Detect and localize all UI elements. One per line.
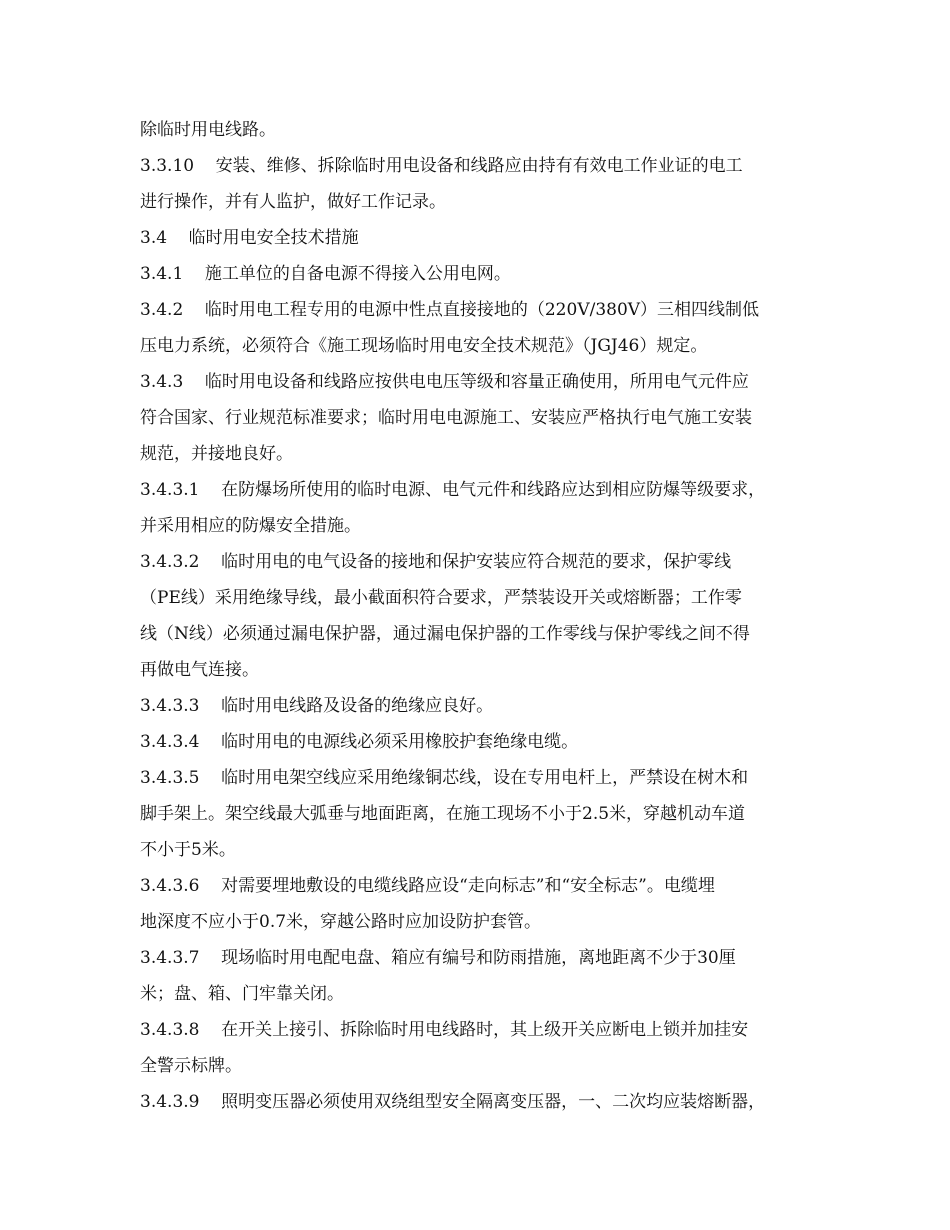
text-line: 3.3.10 安装、维修、拆除临时用电设备和线路应由持有有效电工作业证的电工 bbox=[140, 156, 743, 176]
text-line: 米；盘、箱、门牢靠关闭。 bbox=[140, 984, 344, 1004]
section-heading: 3.4 临时用电安全技术措施 bbox=[140, 228, 359, 248]
text-line: 地深度不应小于0.7米，穿越公路时应加设防护套管。 bbox=[140, 912, 542, 932]
text-line: 规范，并接地良好。 bbox=[140, 444, 293, 464]
text-line: 3.4.3.6 对需要埋地敷设的电缆线路应设“走向标志”和“安全标志”。电缆埋 bbox=[140, 876, 715, 896]
text-line: 不小于5米。 bbox=[140, 840, 236, 860]
text-line: 3.4.3.2 临时用电的电气设备的接地和保护安装应符合规范的要求，保护零线 bbox=[140, 552, 732, 572]
text-line: 进行操作，并有人监护，做好工作记录。 bbox=[140, 192, 446, 212]
text-line: 3.4.3 临时用电设备和线路应按供电电压等级和容量正确使用，所用电气元件应 bbox=[140, 372, 749, 392]
text-line: 3.4.3.9 照明变压器必须使用双绕组型安全隔离变压器，一、二次均应装熔断器， bbox=[140, 1092, 766, 1112]
text-line: 3.4.2 临时用电工程专用的电源中性点直接接地的（220V/380V）三相四线制低 bbox=[140, 300, 760, 320]
text-line: （PE线）采用绝缘导线，最小截面积符合要求，严禁装设开关或熔断器；工作零 bbox=[140, 588, 742, 608]
text-line: 3.4.3.1 在防爆场所使用的临时电源、电气元件和线路应达到相应防爆等级要求， bbox=[140, 480, 766, 500]
text-line: 压电力系统，必须符合《施工现场临时用电安全技术规范》（JGJ46）规定。 bbox=[140, 336, 708, 356]
text-line: 脚手架上。架空线最大弧垂与地面距离，在施工现场不小于2.5米，穿越机动车道 bbox=[140, 804, 746, 824]
text-line: 并采用相应的防爆安全措施。 bbox=[140, 516, 361, 536]
text-line: 符合国家、行业规范标准要求；临时用电电源施工、安装应严格执行电气施工安装 bbox=[140, 408, 752, 428]
text-line: 3.4.1 施工单位的自备电源不得接入公用电网。 bbox=[140, 264, 511, 284]
document-body bbox=[140, 112, 830, 1120]
text-line: 3.4.3.8 在开关上接引、拆除临时用电线路时，其上级开关应断电上锁并加挂安 bbox=[140, 1020, 749, 1040]
text-line: 3.4.3.5 临时用电架空线应采用绝缘铜芯线，设在专用电杆上，严禁设在树木和 bbox=[140, 768, 749, 788]
text-line: 全警示标牌。 bbox=[140, 1056, 242, 1076]
text-line: 3.4.3.7 现场临时用电配电盘、箱应有编号和防雨措施，离地距离不少于30厘 bbox=[140, 948, 736, 968]
text-line: 3.4.3.3 临时用电线路及设备的绝缘应良好。 bbox=[140, 696, 494, 716]
text-line: 除临时用电线路。 bbox=[140, 120, 276, 140]
text-line: 3.4.3.4 临时用电的电源线必须采用橡胶护套绝缘电缆。 bbox=[140, 732, 579, 752]
text-line: 再做电气连接。 bbox=[140, 660, 259, 680]
text-line: 线（N线）必须通过漏电保护器，通过漏电保护器的工作零线与保护零线之间不得 bbox=[140, 624, 750, 644]
